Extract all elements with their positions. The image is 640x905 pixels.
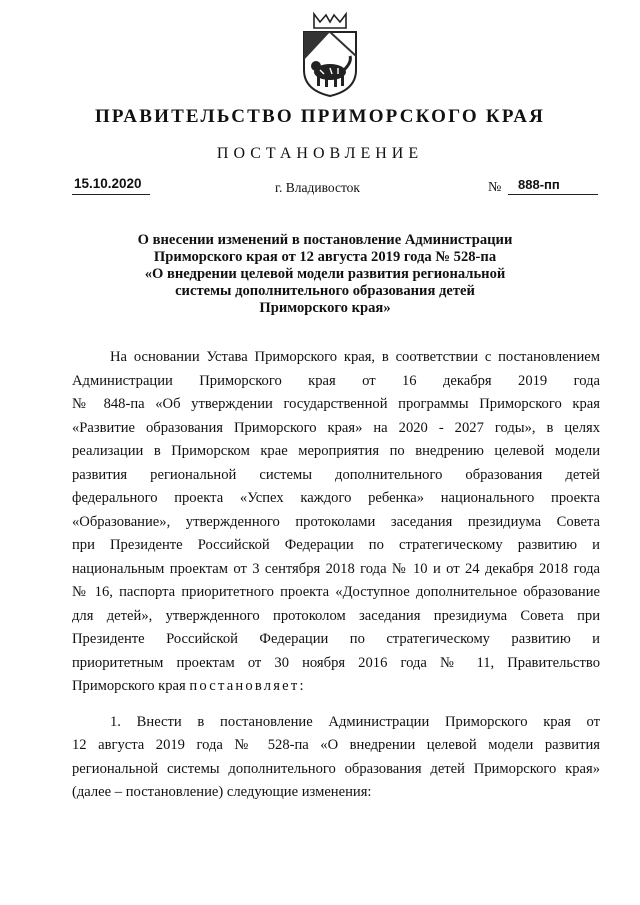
text-line: «Образование», утвержденного протоколами заседания президиума Совета xyxy=(72,513,600,530)
text-line: «Развитие образования Приморского края» на 2020 - 2027 годы», в целях xyxy=(72,419,600,436)
resolves-word: постановляет xyxy=(189,678,300,694)
document-type: ПОСТАНОВЛЕНИЕ xyxy=(216,145,424,162)
title-line: «О внедрении целевой модели развития региональной xyxy=(144,266,506,282)
text-line: (далее – постановление) следующие изменения: xyxy=(72,784,372,800)
text-line: приоритетным проектам от 30 ноября 2016 года № 11, Правительство xyxy=(72,654,600,671)
text-line: для детей», утвержденного протоколом заседания президиума Совета при xyxy=(72,607,600,624)
paragraph-gap xyxy=(72,699,600,711)
coat-of-arms-emblem xyxy=(300,12,360,98)
document-date: 15.10.2020 xyxy=(74,176,142,191)
title-line: Приморского края» xyxy=(259,300,391,316)
text-line: региональной системы дополнительного образования детей Приморского края» xyxy=(72,760,600,777)
title-line: О внесении изменений в постановление Администрации xyxy=(137,232,513,248)
text-line: национальным проектам от 3 сентября 2018 года № 10 и от 24 декабря 2018 года xyxy=(72,560,600,577)
document-body xyxy=(72,346,600,805)
text-line: Администрации Приморского края от 16 декабря 2019 года xyxy=(72,372,600,389)
title-line: системы дополнительного образования детей xyxy=(175,283,475,299)
text-line: развития региональной системы дополнительного образования детей xyxy=(72,466,600,483)
date-underline xyxy=(72,194,150,195)
government-name: ПРАВИТЕЛЬСТВО ПРИМОРСКОГО КРАЯ xyxy=(94,106,546,127)
text-line: № 848-па «Об утверждении государственной программы Приморского края xyxy=(72,396,600,412)
text-line: № 16, паспорта приоритетного проекта «Доступное дополнительное образование xyxy=(72,584,600,600)
number-sign: № xyxy=(488,180,502,195)
paragraph-preamble xyxy=(72,346,600,699)
text-segment: : xyxy=(299,678,304,694)
document-number: 888-пп xyxy=(518,177,560,192)
paragraph-item-1 xyxy=(72,711,600,805)
text-line-resolves xyxy=(72,675,600,699)
title-line: Приморского края от 12 августа 2019 года № 528-па xyxy=(153,249,497,265)
text-line: федерального проекта «Успех каждого ребенка» национального проекта xyxy=(72,490,600,506)
text-segment: Приморского края xyxy=(72,678,190,694)
number-underline xyxy=(508,194,598,195)
text-line: 12 августа 2019 года № 528-па «О внедрении целевой модели развития xyxy=(72,737,600,753)
text-line: реализации в Приморском крае мероприятия по внедрению целевой модели xyxy=(72,443,600,459)
text-line: 1. Внести в постановление Администрации Приморского края от xyxy=(110,713,600,730)
document-city: г. Владивосток xyxy=(275,180,360,195)
text-line: На основании Устава Приморского края, в соответствии с постановлением xyxy=(110,349,600,365)
document-title xyxy=(90,232,560,317)
text-line: при Президенте Российской Федерации по стратегическому развитию и xyxy=(72,537,600,553)
text-line: Президенте Российской Федерации по стратегическому развитию и xyxy=(72,631,600,647)
